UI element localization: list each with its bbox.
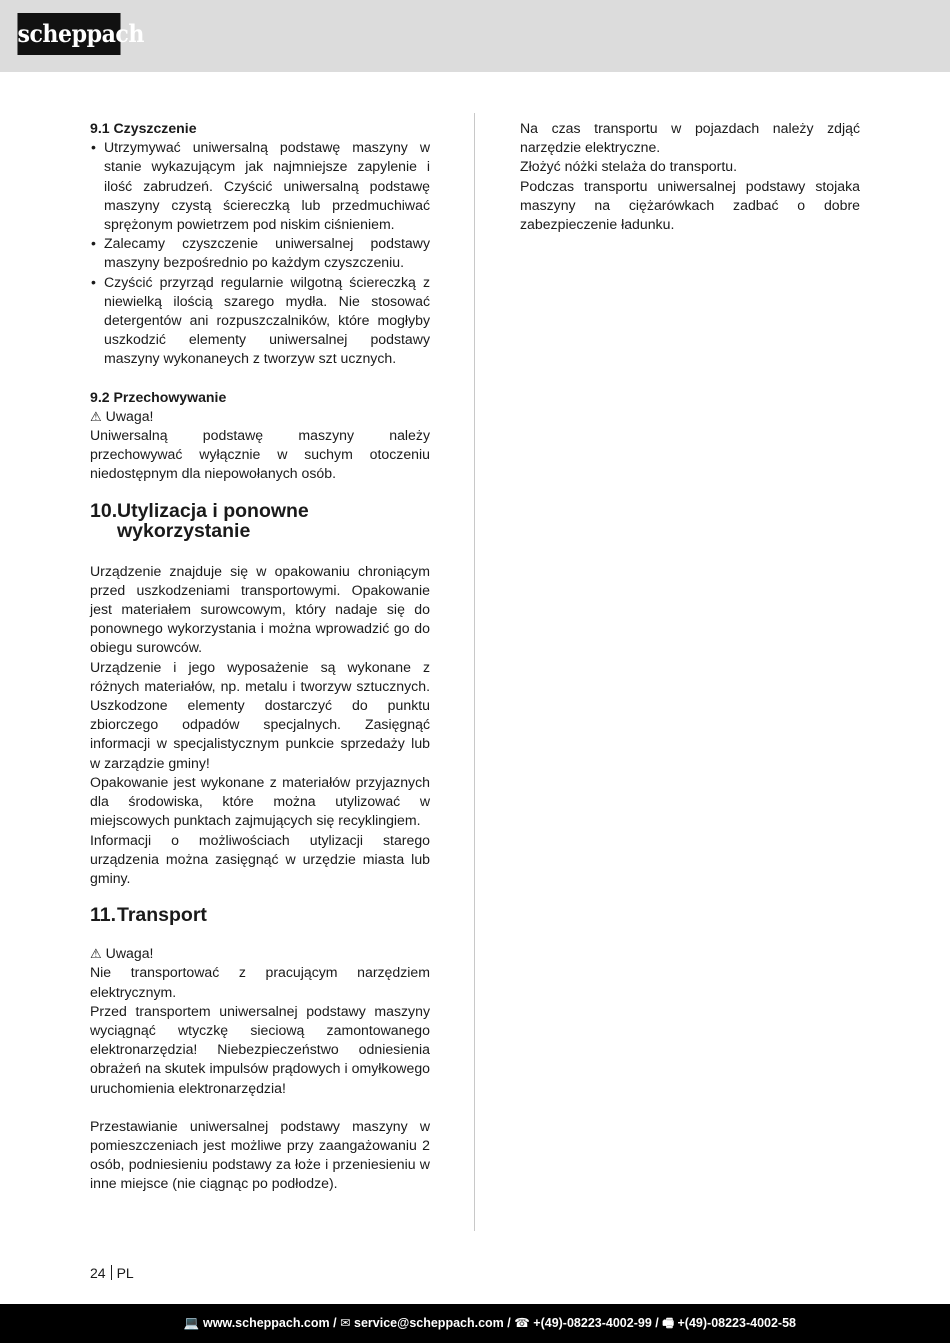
page-number <box>90 1265 134 1281</box>
transport-text: Przestawianie uniwersalnej podstawy maszyny w pomieszczeniach jest możliwe przy zaangażowaniu 2 osób, podniesieniu podstawy za łoże i przeniesieniu w inne miejsce (nie ciągnąc po podłodze). <box>90 1117 430 1192</box>
transport-text: Nie transportować z pracującym narzędziem elektrycznym. <box>90 964 430 1000</box>
section-11-heading <box>90 905 430 925</box>
footer-separator: / <box>651 1316 663 1330</box>
warning-line <box>90 944 430 963</box>
footer-separator: / <box>503 1316 515 1330</box>
transport-note: Podczas transportu uniwersalnej podstawy stojaka maszyny na ciężarówkach zadbać o dobre zabezpieczenie ładunku. <box>520 177 860 233</box>
warning-triangle-icon: ⚠ <box>90 408 102 424</box>
laptop-icon: 💻 <box>183 1316 200 1330</box>
page-number-value: 24 <box>90 1265 106 1281</box>
storage-text: Uniwersalną podstawę maszyny należy przechowywać wyłącznie w suchym otoczeniu niedostępnym dla niepowołanych osób. <box>90 427 430 482</box>
list-item: • Zalecamy czyszczenie uniwersalnej podstawy maszyny bezpośrednio po każdym czyszczeniu. <box>90 234 430 272</box>
footer-contacts <box>184 1304 796 1343</box>
section-10-number: 10. <box>90 499 118 522</box>
section-11-title: Transport <box>117 904 207 927</box>
page-language: PL <box>116 1265 134 1281</box>
page-separator <box>111 1265 112 1280</box>
section-10-title-line2: wykorzystanie <box>117 519 251 542</box>
warning-triangle-icon: ⚠ <box>90 946 102 962</box>
footer-separator: / <box>329 1316 341 1330</box>
warning-label: Uwaga! <box>105 407 154 424</box>
disposal-paragraph: Urządzenie znajduje się w opakowaniu chroniącym przed uszkodzeniami transportowymi. Opakowanie jest materiałem surowcowym, który nadaje się do ponownego wykorzystania i można wprowadzić go do obiegu surowców. <box>90 562 430 656</box>
email-link[interactable]: service@scheppach.com <box>354 1316 504 1330</box>
left-column <box>90 119 430 1194</box>
phone-icon: ☎ <box>514 1316 530 1330</box>
phone-number: +(49)-08223-4002-99 <box>533 1316 652 1330</box>
email-icon: ✉ <box>340 1316 351 1330</box>
disposal-paragraph: Informacji o możliwościach utylizacji starego urządzenia można zasięgnąć w urzędzie miasta lub gminy. <box>90 831 430 886</box>
section-9-2-title: 9.2 Przechowywanie <box>90 388 227 405</box>
section-10-title-line1: Utylizacja i ponowne <box>117 499 309 522</box>
transport-note: Złożyć nóżki stelaża do transportu. <box>520 158 737 175</box>
website-link[interactable]: www.scheppach.com <box>202 1316 330 1330</box>
header-band <box>0 0 950 72</box>
section-9-1-title: 9.1 Czyszczenie <box>90 120 197 136</box>
list-item: • Utrzymywać uniwersalną podstawę maszyny w stanie wykazującym jak najmniejsze zapylenie i ilość zabrudzeń. Czyścić uniwersalną podstawę maszyny czystą ściereczką lub przedmuchiwać sprężonym powietrzem pod niskim ciśnieniem. <box>90 138 430 234</box>
transport-text: Przed transportem uniwersalnej podstawy maszyny wyciągnąć wtyczkę sieciową zamontowanego elektronarzędzia! Niebezpieczeństwo odniesienia obrażeń na skutek impulsów prądowych i omyłkowego uruchomienia elektronarzędzia! <box>90 1002 430 1096</box>
disposal-paragraph: Opakowanie jest wykonane z materiałów przyjaznych dla środowiska, które można utylizować w miejscowych punktach zajmujących się recyklingiem. <box>90 773 430 829</box>
footer-band <box>0 1304 950 1343</box>
warning-line <box>90 407 430 426</box>
transport-note: Na czas transportu w pojazdach należy zdjąć narzędzie elektryczne. <box>520 120 860 156</box>
fax-icon: 🖷 <box>662 1316 675 1330</box>
disposal-paragraph: Urządzenie i jego wyposażenie są wykonane z różnych materiałów, np. metalu i tworzyw sztucznych. Uszkodzone elementy dostarczyć do punktu zbiorczego odpadów specjalnych. Zasięgnąć informacji w specjalistycznym punkcie sprzedaży lub w zarządzie gminy! <box>90 658 430 771</box>
cleaning-list <box>90 138 430 368</box>
section-11-number: 11. <box>90 904 117 927</box>
section-10-heading <box>90 501 430 541</box>
fax-number: +(49)-08223-4002-58 <box>677 1316 796 1330</box>
column-divider <box>474 113 475 1231</box>
scheppach-logo: scheppach <box>17 13 120 55</box>
right-column <box>520 119 860 234</box>
list-item: • Czyścić przyrząd regularnie wilgotną ściereczką z niewielką ilością szarego mydła. Nie stosować detergentów ani rozpuszczalników, które mogłyby uszkodzić elementy uniwersalnej podstawy maszyny wykonaneych z tworzyw szt ucznych. <box>90 273 430 369</box>
warning-label: Uwaga! <box>105 945 154 962</box>
